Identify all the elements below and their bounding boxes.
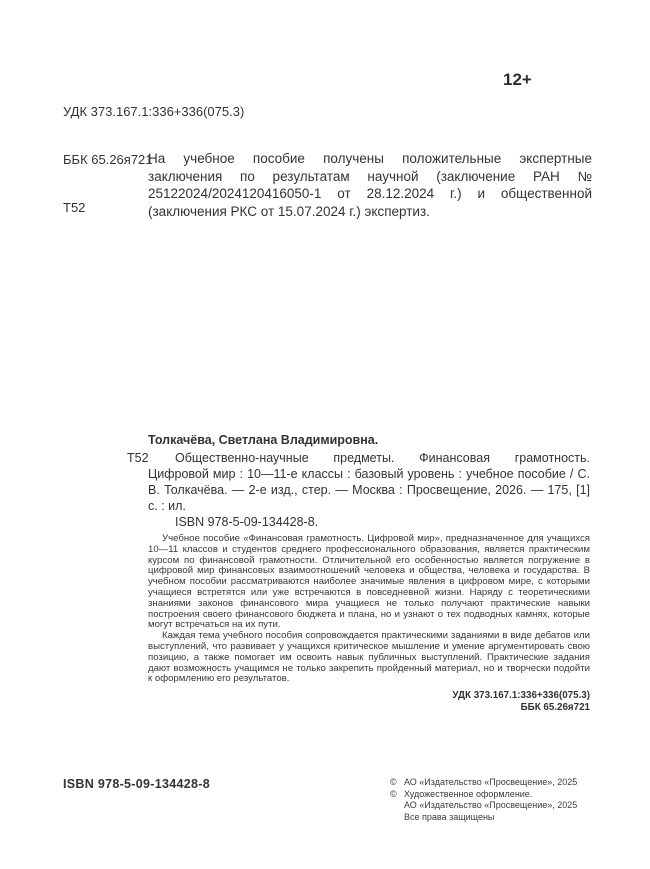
isbn-entry: ISBN 978-5-09-134428-8. — [175, 515, 319, 529]
copyright-line — [390, 812, 577, 824]
bbk-code: ББК 65.26я721 — [63, 152, 153, 167]
udk-code-bottom: УДК 373.167.1:336+336(075.3) — [452, 690, 590, 702]
copyright-symbol: © — [390, 777, 397, 787]
catalog-index: Т52 — [63, 200, 86, 215]
catalog-index-margin: Т52 — [127, 451, 149, 465]
udk-code: УДК 373.167.1:336+336(075.3) — [63, 104, 245, 119]
copyright-block — [390, 777, 577, 823]
copyright-line — [390, 777, 577, 789]
bbk-code-bottom: ББК 65.26я721 — [520, 701, 590, 713]
copyright-symbol — [390, 812, 404, 824]
copyright-text: Все права защищены — [404, 811, 495, 822]
isbn-footer: ISBN 978-5-09-134428-8 — [63, 777, 210, 791]
author-name: Толкачёва, Светлана Владимировна. — [148, 433, 379, 447]
age-rating-badge: 12+ — [503, 70, 532, 89]
copyright-line — [390, 789, 577, 801]
annotation-paragraph-1: Учебное пособие «Финансовая грамотность. Цифровой мир», предназначенное для учащихся 10—11 классов и студентов среднего профессионального образования, является практическим курсом по финансовой грамотности. Отличительной его особенностью является погружение в цифровой мир финансовых взаимоотношений человека и общества, человека и государства. В учебном пособии рассматриваются наиболее значимые явления в цифровом мире, с которыми учащиеся встретятся или уже встречаются в повседневной жизни. Наряду с теоретическими знаниями законов финансового мира учащиеся не только получают практические навыки построения своего финансового бюджета и плана, но и узнают о тех подводных камнях, которые могут встречаться на их пути. — [148, 533, 590, 631]
bibliographic-description: Общественно-научные предметы. Финансовая грамотность. Цифровой мир : 10—11-е классы : базовый уровень : учебное пособие / С. В. Толкачёва. — 2-е изд., стер. — Москва : Просвещение, 2026. — 175, [1] с. : ил. — [148, 451, 590, 513]
copyright-symbol — [390, 800, 404, 812]
copyright-symbol: © — [390, 788, 397, 799]
annotation-paragraph-2: Каждая тема учебного пособия сопровождается практическими заданиями в виде дебатов или выступлений, что развивает у учащихся критическое мышление и умение аргументировать свою позицию, а также помогает им освоить навык публичных выступлений. Практические задания дают возможность учащимся не только закрепить пройденный материал, но и творчески подойти к оформлению его результатов. — [148, 630, 590, 685]
copyright-line — [390, 800, 577, 812]
classification-codes-bottom — [148, 690, 590, 713]
copyright-text: АО «Издательство «Просвещение», 2025 — [404, 777, 578, 787]
expert-review-note: На учебное пособие получены положительные экспертные заключения по результатам научной (заключение РАН № 25122024/2024120416050-1 от 28.12.2024 г.) и общественной (заключения РКС от 15.07.2024 г.) экспертиз. — [148, 151, 592, 219]
catalog-card — [127, 432, 590, 713]
bibliographic-row — [127, 450, 590, 514]
copyright-text: Художественное оформление. — [404, 788, 533, 799]
copyright-text: АО «Издательство «Просвещение», 2025 — [404, 800, 578, 810]
